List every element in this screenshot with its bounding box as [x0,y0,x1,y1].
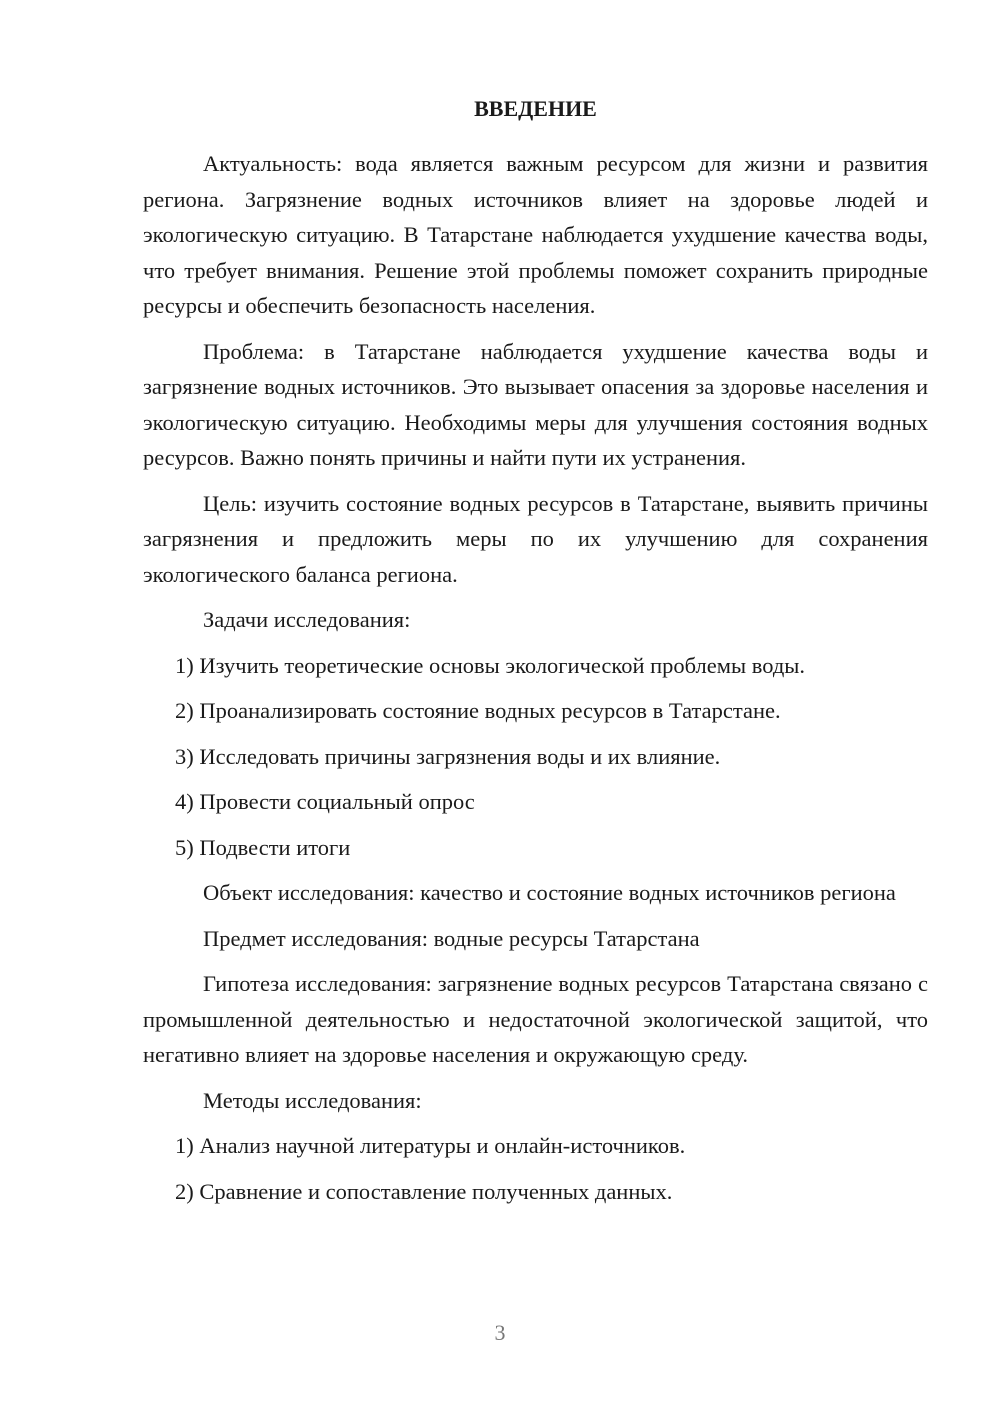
page-title: ВВЕДЕНИЕ [474,96,597,121]
list-item: 2) Сравнение и сопоставление полученных данных. [175,1178,673,1204]
list-item: 3) Исследовать причины загрязнения воды и их влияние. [175,743,721,769]
tasks-heading: Задачи исследования: [203,607,411,632]
problem-paragraph: Проблема: в Татарстане наблюдается ухудшение качества воды и загрязнение водных источников. Это вызывает опасения за здоровье населения и экологическую ситуацию. Необходимы меры для улучшения состояния водных ресурсов. Важно понять причины и найти пути их устранения. [143,338,928,470]
relevance-paragraph: Актуальность: вода является важным ресурсом для жизни и развития региона. Загрязнение водных источников влияет на здоровье людей и экологическую ситуацию. В Татарстане наблюдается ухудшение качества воды, что требует внимания. Решение этой проблемы поможет сохранить природные ресурсы и обеспечить безопасность населения. [143,151,928,318]
list-item: 1) Анализ научной литературы и онлайн-источников. [175,1133,686,1158]
document-page [143,92,928,1219]
tasks-list [143,648,928,866]
subject-paragraph: Предмет исследования: водные ресурсы Татарстана [203,925,700,951]
list-item: 1) Изучить теоретические основы экологической проблемы воды. [175,652,806,678]
page-number: 3 [494,1320,506,1345]
methods-heading: Методы исследования: [203,1087,422,1113]
methods-list [143,1128,928,1209]
goal-paragraph: Цель: изучить состояние водных ресурсов в Татарстане, выявить причины загрязнения и предложить меры по их улучшению для сохранения экологического баланса региона. [143,490,928,587]
hypothesis-paragraph: Гипотеза исследования: загрязнение водных ресурсов Татарстана связано с промышленной деятельностью и недостаточной экологической защитой, что негативно влияет на здоровье населения и окружающую среду. [143,971,928,1067]
object-paragraph: Объект исследования: качество и состояние водных источников региона [203,880,896,905]
list-item: 5) Подвести итоги [175,834,351,860]
list-item: 4) Провести социальный опрос [175,789,475,814]
list-item: 2) Проанализировать состояние водных ресурсов в Татарстане. [175,698,781,723]
